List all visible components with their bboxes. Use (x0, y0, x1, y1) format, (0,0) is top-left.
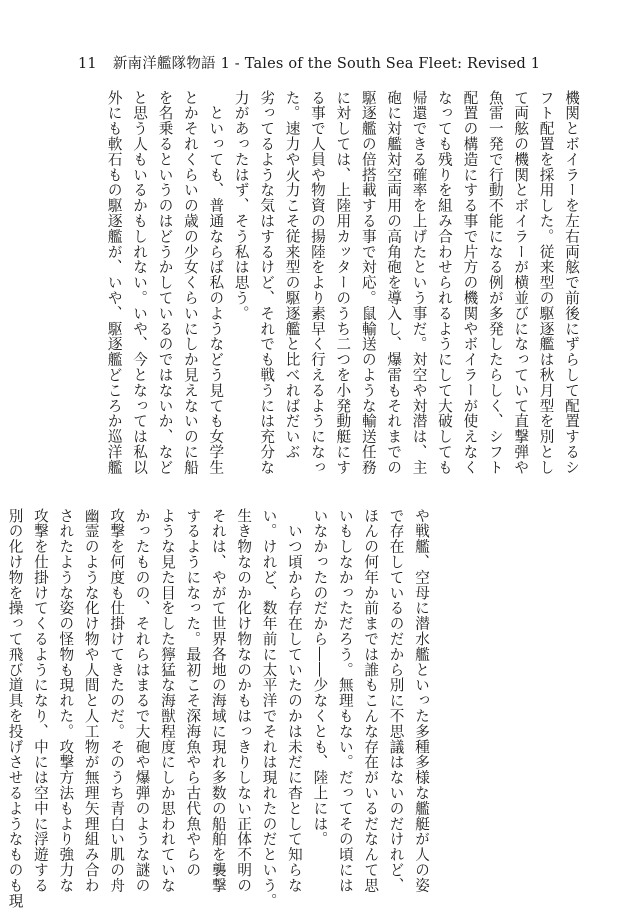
text-line: するようになった。最初こそ深海魚やら古代魚やらの (184, 508, 202, 878)
text-line: で存在しているのだから別に不思議はないのだけれど、 (387, 508, 405, 893)
text-line: 外にも軟石もの駆逐艦が、いや、駆逐艦どころか巡洋艦 (105, 90, 123, 475)
text-line: 配置の構造にする事で片方の機関やボイラーが使えなく (461, 90, 479, 475)
text-line: 駆逐艦の倍搭載する事で対応。鼠輸送のような輸送任務 (359, 90, 377, 475)
text-line: 力があったはず、そう私は思う。 (232, 90, 250, 321)
text-line: 砲に対艦対空両用の高角砲を導入し、爆雷もそれまでの (385, 90, 403, 475)
text-line: フト配置を採用した。従来型の駆逐艦は秋月型を別とし (537, 90, 555, 475)
text-line: い。けれど、数年前に太平洋でそれは現れたのだという。 (260, 508, 278, 908)
text-line: 攻撃を何度も仕掛けてきたのだ。そのうち青白い肌の舟 (108, 508, 126, 893)
page-number: 11 (78, 56, 97, 72)
text-line: いなかったのだから――少なくとも、陸上には。 (311, 508, 329, 847)
text-line: 攻撃を仕掛けてくるようになり、中には空中に浮遊する (31, 508, 49, 893)
text-line (0, 508, 2, 883)
text-line: なっても残りを組み合わせられるようにして大破しても (435, 90, 453, 475)
text-line: 機関とボイラーを左右両舷で前後にずらして配置するシ (563, 90, 580, 475)
text-line: て両舷の機関とボイラーが横並びになっていて直撃弾や (512, 90, 530, 475)
running-head (78, 52, 540, 73)
text-line: ような見た目をした獰猛な海獣程度にしか思われていな (158, 508, 176, 893)
text-line: 魚雷一発で行動不能になる例が多発したらしく、シフト (486, 90, 504, 475)
lower-text-block (6, 508, 434, 908)
text-line: とかそれくらいの歳の少女くらいにしか見えないのに船 (181, 90, 199, 475)
text-line: いつ頃から存在していたのかは未だに杳として知らな (285, 508, 303, 893)
text-line: に対しては、上陸用カッターのうち二つを小発動艇にす (334, 90, 352, 475)
text-line: や戦艦、空母に潜水艦といった多種多様な艦艇が人の姿 (413, 508, 430, 893)
text-line: と思う人もいるかもしれない。いや、今となっては私以 (131, 90, 149, 475)
text-line: かったものの、それらはまるで大砲や爆弾のような謎の (133, 508, 151, 893)
text-line: 幽霊のような化け物や人間と人工物が無理矢理組み合わ (82, 508, 100, 893)
upper-text-block (84, 90, 584, 475)
book-title: 新南洋艦隊物語 1 - Tales of the South Sea Fleet: Revised 1 (112, 56, 541, 72)
text-line: いもしなかっただろう。無理もない。だってその頃には (336, 508, 354, 893)
text-line: る事で人員や物資の揚陸をより素早く行えるようになっ (308, 90, 326, 475)
text-line: それは、やがて世界各地の海域に現れ多数の船舶を襲撃 (209, 508, 227, 893)
text-line: 生き物なのか化け物なのかもはっきりしない正体不明の (235, 508, 253, 893)
text-line: されたような姿の怪物も現れた。攻撃方法もより強力な (57, 508, 75, 893)
text-line: 劣ってるような気はするけど、それでも戦うには充分な (258, 90, 276, 475)
text-line: 別の化け物を操って飛び道具を投げさせるようなものも現 (6, 508, 24, 908)
text-line: を名乗るというのはどうかしているのではないか、など (156, 90, 174, 475)
text-line: た。速力や火力こそ従来型の駆逐艦と比べればだいぶ (283, 90, 301, 460)
text-line: ほんの何年か前までは誰もこんな存在がいるだなんて思 (362, 508, 380, 893)
text-line: 帰還できる確率を上げたという事だ。対空や対潜は、主 (410, 90, 428, 475)
text-line: といっても、普通ならば私のようなどう見ても女学生 (207, 90, 225, 475)
